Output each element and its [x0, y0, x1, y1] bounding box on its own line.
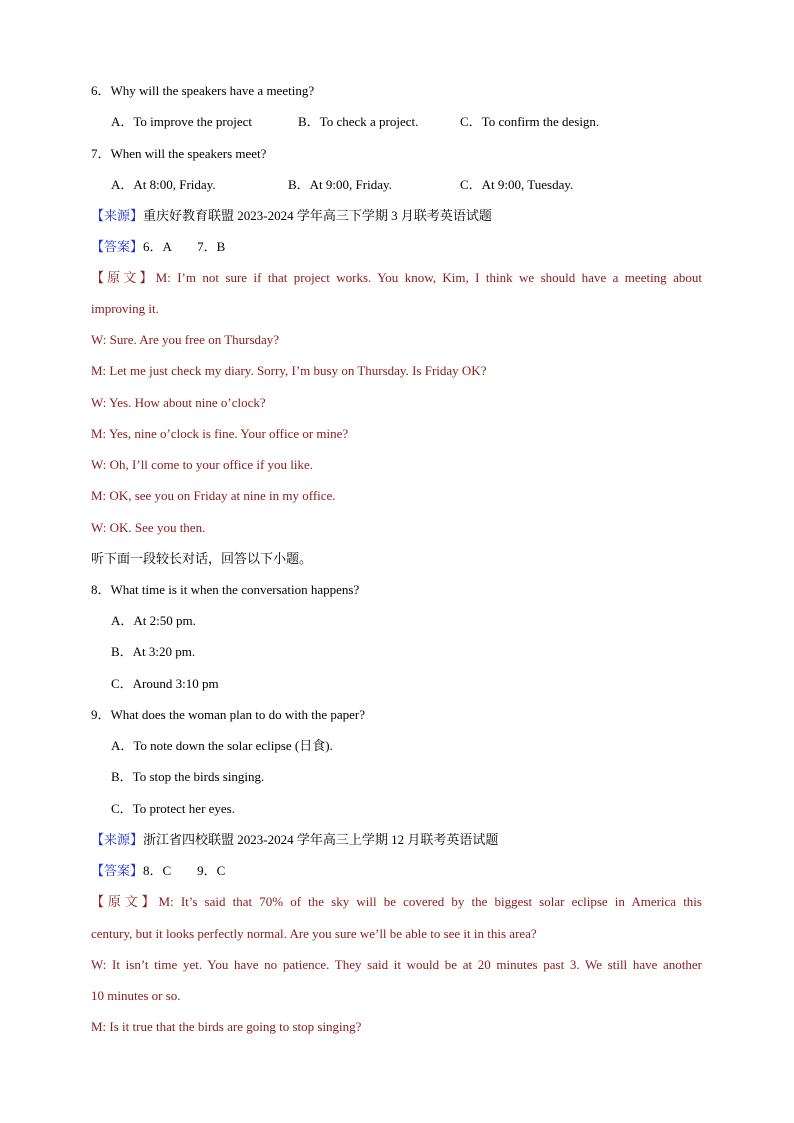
answer-label: 【答案】: [91, 239, 144, 254]
dialogue-line: M: Let me just check my diary. Sorry, I’m busy on Thursday. Is Friday OK?: [91, 363, 487, 378]
q6-option-a: A．To improve the project: [111, 114, 252, 129]
q6-option-b: B．To check a project.: [298, 114, 419, 129]
answer-line-2: [91, 862, 225, 880]
q9-option-b: B．To stop the birds singing.: [111, 769, 265, 784]
question-8: 8．What time is it when the conversation happens?: [91, 582, 360, 597]
answer-label: 【答案】: [91, 863, 144, 878]
source-label: 【来源】: [91, 208, 144, 223]
q9-option-c: C．To protect her eyes.: [111, 801, 235, 816]
script-label: 【原文】: [91, 894, 159, 909]
section-instruction: 听下面一段较长对话，回答以下小题。: [91, 551, 313, 566]
q8-option-c: C．Around 3:10 pm: [111, 676, 219, 691]
q7-option-b: B．At 9:00, Friday.: [288, 177, 392, 192]
dialogue-line: W: OK. See you then.: [91, 520, 206, 535]
answer-text: 8．C 9．C: [143, 863, 226, 878]
q8-option-a: A．At 2:50 pm.: [111, 613, 196, 628]
dialogue-line: W: Sure. Are you free on Thursday?: [91, 332, 280, 347]
transcript-1-first-line: [91, 269, 702, 287]
dialogue-line: W: Yes. How about nine o’clock?: [91, 395, 266, 410]
q7-option-c: C．At 9:00, Tuesday.: [460, 177, 574, 192]
question-6: 6．Why will the speakers have a meeting?: [91, 83, 315, 98]
dialogue-line: M: Yes, nine o’clock is fine. Your office or mine?: [91, 426, 349, 441]
answer-line-1: [91, 238, 225, 256]
source-line-1: [91, 207, 492, 225]
question-9: 9．What does the woman plan to do with the paper?: [91, 707, 366, 722]
answer-text: 6．A 7．B: [143, 239, 226, 254]
dialogue-line: M: OK, see you on Friday at nine in my office.: [91, 488, 336, 503]
source-line-2: [91, 831, 498, 849]
transcript-1-first-line-cont: improving it.: [91, 301, 159, 316]
question-7: 7．When will the speakers meet?: [91, 146, 267, 161]
source-text: 重庆好教育联盟 2023-2024 学年高三下学期 3 月联考英语试题: [143, 208, 492, 223]
transcript-2-first-line-cont: century, but it looks perfectly normal. Are you sure we’ll be able to see it in this area?: [91, 926, 537, 941]
dialogue-line: M: Is it true that the birds are going to stop singing?: [91, 1019, 362, 1034]
dialogue-line: W: Oh, I’ll come to your office if you like.: [91, 457, 314, 472]
source-text: 浙江省四校联盟 2023-2024 学年高三上学期 12 月联考英语试题: [143, 832, 499, 847]
q8-option-b: B．At 3:20 pm.: [111, 644, 196, 659]
q9-option-a: A．To note down the solar eclipse (日食).: [111, 738, 333, 753]
q7-option-a: A．At 8:00, Friday.: [111, 177, 216, 192]
dialogue-line: W: It isn’t time yet. You have no patience. They said it would be at 20 minutes past 3. We still have another: [91, 957, 702, 972]
transcript-2-first-line: [91, 893, 702, 911]
source-label: 【来源】: [91, 832, 144, 847]
script-label: 【原文】: [91, 270, 156, 285]
dialogue-line-cont: 10 minutes or so.: [91, 988, 181, 1003]
q6-option-c: C．To confirm the design.: [460, 114, 600, 129]
script-text: M: I’m not sure if that project works. You know, Kim, I think we should have a meeting about: [155, 270, 702, 285]
script-text: M: It’s said that 70% of the sky will be covered by the biggest solar eclipse in America this: [158, 894, 702, 909]
